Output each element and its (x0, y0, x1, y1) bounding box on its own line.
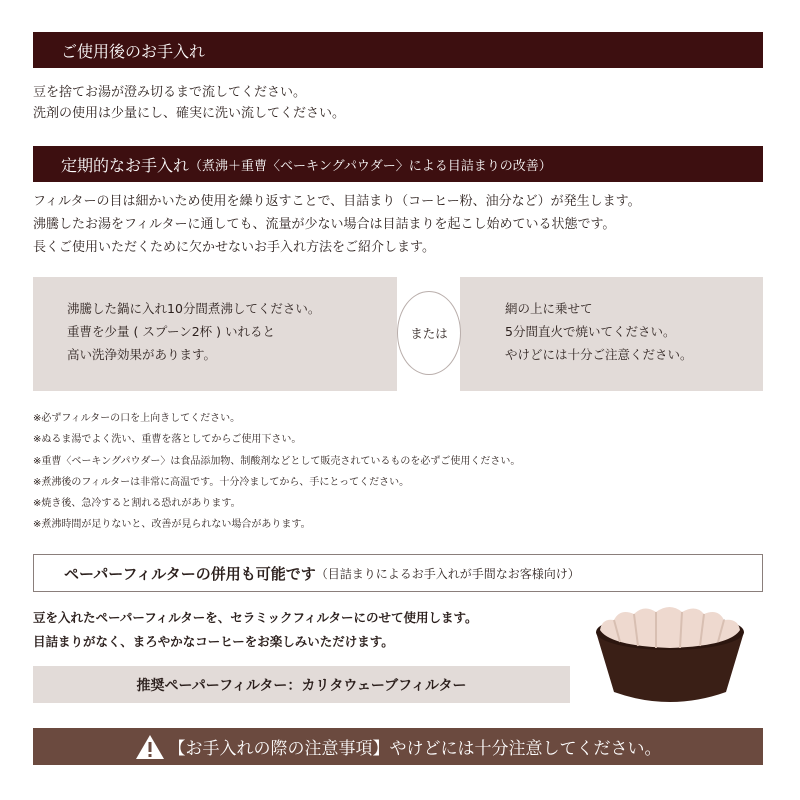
paper-title: ペーパーフィルターの併用も可能です (64, 564, 316, 583)
paper-filter-text (33, 606, 478, 654)
warning-icon (135, 734, 165, 760)
note-item: ※煮沸時間が足りないと、改善が見られない場合があります。 (33, 519, 311, 531)
warning-text: 【お手入れの際の注意事項】やけどには十分注意してください。 (168, 739, 662, 759)
filter-bowl-image (590, 602, 750, 714)
section-header-periodic-care (33, 146, 763, 182)
periodic-care-text (33, 190, 641, 259)
text-line: 沸騰したお湯をフィルターに通しても、流量が少ない場合は目詰まりを起こし始めている状態です。 (33, 217, 616, 232)
paper-filter-header (33, 554, 763, 592)
paper-subtitle: （目詰まりによるお手入れが手間なお客様向け） (315, 566, 580, 581)
note-item: ※煮沸後のフィルターは非常に高温です。十分冷ましてから、手にとってください。 (33, 476, 410, 488)
text-line: 長くご使用いただくために欠かせないお手入れ方法をご紹介します。 (33, 240, 435, 255)
fire-method-box (460, 277, 763, 391)
or-label: または (410, 326, 448, 341)
text-line: 目詰まりがなく、まろやかなコーヒーをお楽しみいただけます。 (33, 634, 394, 649)
method-line: 網の上に乗せて (505, 301, 593, 316)
method-line: 沸騰した鍋に入れ10分間煮沸してください。 (67, 301, 321, 316)
note-item: ※必ずフィルターの口を上向きしてください。 (33, 413, 241, 424)
note-item: ※ぬるま湯でよく洗い、重曹を落としてからご使用下さい。 (33, 434, 302, 446)
after-use-text (33, 82, 345, 124)
text-line: 豆を捨てお湯が澄み切るまで流してください。 (33, 85, 307, 100)
notes-list (33, 408, 520, 536)
method-line: 重曹を少量 ( スプーン2杯 ) いれると (67, 324, 275, 339)
section-subtitle: （煮沸＋重曹〈ベーキングパウダー〉による目詰まりの改善） (189, 158, 552, 174)
text-line: 洗剤の使用は少量にし、確実に洗い流してください。 (33, 106, 346, 121)
method-line: やけどには十分ご注意ください。 (505, 347, 693, 362)
or-badge (397, 291, 461, 375)
recommended-filter-label: 推奨ペーパーフィルター：カリタウェーブフィルター (136, 677, 467, 694)
method-line: 5分間直火で焼いてください。 (505, 324, 676, 339)
section-header-after-use (33, 32, 763, 68)
note-item: ※重曹〈ベーキングパウダー〉は食品添加物、制酸剤などとして販売されているものを必ずご使用ください。 (33, 455, 521, 467)
section-title: ご使用後のお手入れ (61, 41, 206, 61)
recommended-filter-box (33, 666, 570, 703)
text-line: 豆を入れたペーパーフィルターを、セラミックフィルターにのせて使用します。 (33, 610, 478, 625)
boil-method-box (33, 277, 397, 391)
method-line: 高い洗浄効果があります。 (67, 347, 217, 362)
warning-bar (33, 728, 763, 765)
text-line: フィルターの目は細かいため使用を繰り返すことで、目詰まり（コーヒー粉、油分など）が発生します。 (33, 194, 641, 209)
note-item: ※焼き後、急冷すると割れる恐れがあります。 (33, 498, 241, 510)
section-title: 定期的なお手入れ (61, 155, 190, 175)
